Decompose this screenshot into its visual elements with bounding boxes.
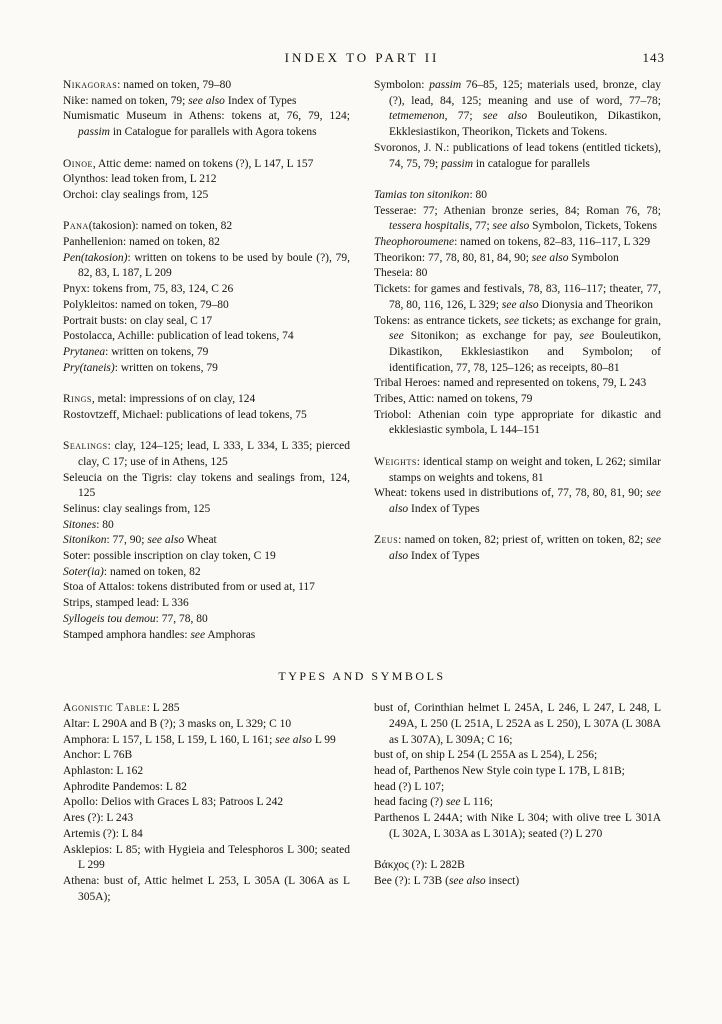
index-entry [374,266,661,282]
entry-text: Parthenos L 244A; with Nike L 304; with olive tree L 301A (L 302A, L 303A as L 301A); seated (?) L 270 [374,812,661,840]
index-group [63,219,350,376]
index-entry [63,78,350,94]
index-entry [63,219,350,235]
italic-text: see [504,314,520,327]
entry-text: : 77, 78, 80 [155,612,208,625]
entry-text: Tribal Heroes: named and represented on tokens, 79, L 243 [374,377,647,390]
index-group [374,188,661,439]
index-group [374,533,661,564]
entry-text: Bouleutikon, Dikastikon, Ekklesiastikon and Symbolon; of identification, 77, 78, 125–126; as receipts, 80–81 [389,330,661,374]
entry-text: Aphlaston: L 162 [63,765,144,778]
index-entry [63,392,350,408]
entry-text: Selinus: clay sealings from, 125 [63,502,211,515]
index-entry [63,408,350,424]
index-group [63,157,350,204]
entry-text: : named on token, 82; priest of, written on token, 82; [398,534,647,547]
entry-text: Rostovtzeff, Michael: publications of lead tokens, 75 [63,408,307,421]
italic-text: see also [531,251,569,264]
index-entry [374,314,661,377]
index-entry [63,471,350,502]
page-number: 143 [642,50,665,65]
entry-text: Seleucia on the Tigris: clay tokens and sealings from, 124, 125 [63,471,350,500]
index-entry [63,188,350,204]
headword: Rings [63,393,92,406]
headword: Weights [374,455,417,468]
italic-text: Prytanea [63,345,106,358]
index-entry [63,94,350,110]
entry-text: Βάκχος (?): L 282B [374,859,465,872]
index-column-left [63,78,350,643]
entry-text: Athena: bust of, Attic helmet L 253, L 305A (L 306A as L 305A); [63,874,350,903]
entry-text: : clay, 124–125; lead, L 333, L 334, L 335; pierced clay, C 17; use of in Athens, 125 [78,440,350,468]
italic-text: see also [275,733,312,746]
entry-text: : named on token, 79–80 [117,79,232,91]
index-entry [63,565,350,581]
index-entry [63,533,350,549]
index-group [63,392,350,423]
entry-text: Artemis (?): L 84 [63,827,143,840]
index-entry [374,376,661,392]
index-entry [374,858,661,874]
entry-text: bust of, Corinthian helmet L 245A, L 246, L 247, L 248, L 249A, L 250 (L 251A, L 252A as L 250), L 307A (L 308A as L 307A), L 309A; C 16; [374,702,661,746]
entry-text: : 80 [96,518,114,531]
italic-text: passim [429,79,462,91]
headword: Sealings [63,440,108,453]
italic-text: see [190,628,206,641]
italic-text: see also [482,110,528,123]
entry-text: : L 285 [146,702,180,715]
index-entry [63,251,350,282]
index-entry [63,329,350,345]
entry-text: Nike: named on token, 79; [63,94,189,107]
entry-text: Orchoi: clay sealings from, 125 [63,188,209,201]
index-column-right [374,78,661,643]
index-entry [63,235,350,251]
italic-text: Syllogeis tou demou [63,612,156,625]
index-entry [63,612,350,628]
entry-text: , 77; [469,220,493,233]
index-entry [63,701,350,717]
entry-text: Numismatic Museum in Athens: tokens at, 76, 79, 124; [63,110,350,123]
running-title: INDEX TO PART II [284,50,440,65]
index-entry [374,764,661,780]
entry-text: head facing (?) [374,796,446,809]
entry-text: Tokens: as entrance tickets, [374,314,505,327]
index-entry [374,795,661,811]
italic-text: see also [389,487,661,515]
entry-text: : written on tokens to be used by boule (?), 79, 82, 83, L 187, L 209 [78,251,350,280]
entry-text: Symbolon, Tickets, Tokens [529,220,657,233]
entry-text: : written on tokens, 79 [105,345,209,358]
entry-text: : identical stamp on weight and token, L 262; similar stamps on weights and tokens, 81 [389,455,661,484]
index-entry [63,549,350,565]
entry-text: Bee (?): L 73B ( [374,874,449,887]
entry-text: (takosion): named on token, 82 [88,220,233,233]
entry-text: Theorikon: 77, 78, 80, 81, 84, 90; [374,251,532,264]
index-group [63,701,350,905]
entry-text: : written on tokens, 79 [114,361,218,374]
entry-text: Stamped amphora handles: [63,628,191,641]
index-entry [374,748,661,764]
index-entry [374,204,661,235]
headword: Zeus [374,534,399,547]
entry-text: : named on tokens, 82–83, 116–117, L 329 [454,236,651,249]
italic-text: tessera hospitalis [389,220,470,233]
index-entry [63,580,350,596]
entry-text: Stoa of Attalos: tokens distributed from or used at, 117 [63,581,315,594]
italic-text: see [579,330,595,343]
entry-text: : named on token, 82 [103,565,201,578]
entry-text: insect) [485,874,520,887]
entry-text: Portrait busts: on clay seal, C 17 [63,314,213,327]
types-column-left [63,701,350,905]
entry-text: : 80 [469,188,488,201]
italic-text: Sitones [63,518,97,531]
index-entry [63,298,350,314]
index-entry [63,596,350,612]
entry-text: Triobol: Athenian coin type appropriate for dikastic and ekklesiastic symbola, L 144–151 [374,408,661,437]
index-entry [374,235,661,251]
entry-text: Wheat: tokens used in distributions of, 77, 78, 80, 81, 90; [374,487,647,500]
entry-text: Soter: possible inscription on clay token, C 19 [63,550,276,563]
types-symbols-columns [63,701,661,905]
index-group [63,439,350,643]
entry-text: Sitonikon; as exchange for pay, [403,330,580,343]
index-entry [374,282,661,313]
entry-text: Wheat [184,534,217,547]
index-entry [63,439,350,470]
index-entry [374,78,661,141]
entry-text: Apollo: Delios with Graces L 83; Patroos L 242 [63,796,284,809]
entry-text: in catalogue for parallels [473,157,590,170]
index-group [374,858,661,889]
italic-text: see also [389,534,661,563]
entry-text: L 99 [311,733,336,746]
headword: Oinoe [63,157,93,170]
index-entry [374,486,661,517]
index-entry [374,251,661,267]
index-entry [374,408,661,439]
entry-text: head of, Parthenos New Style coin type L 17B, L 81B; [374,765,625,778]
entry-text: Symbolon [568,251,619,264]
index-entry [63,733,350,749]
headword: Nikagoras [63,79,118,91]
italic-text: see [445,796,461,809]
italic-text: passim [441,157,474,170]
index-entry [374,455,661,486]
headword: Agonistic Table [63,702,147,715]
entry-text: Pnyx: tokens from, 75, 83, 124, C 26 [63,283,234,296]
italic-text: tetmemenon [389,110,445,123]
entry-text: Tickets: for games and festivals, 78, 83, 116–117; theater, 77, 78, 80, 116, 126, L 329; [374,283,661,311]
index-entry [63,172,350,188]
index-entry [63,109,350,140]
entry-text: , 77; [444,110,483,123]
italic-text: Theophoroumene [374,236,455,249]
italic-text: see [389,330,404,343]
index-entry [63,628,350,644]
index-entry [63,157,350,173]
entry-text: Anchor: L 76B [63,749,133,762]
index-entry [63,843,350,874]
entry-text: Tribes, Attic: named on tokens, 79 [374,393,533,406]
entry-text: Amphora: L 157, L 158, L 159, L 160, L 161; [63,733,276,746]
entry-text: Index of Types [408,502,480,515]
entry-text: Asklepios: L 85; with Hygieia and Telesphoros L 300; seated L 299 [63,843,350,872]
entry-text: Index of Types [224,94,297,107]
types-column-right [374,701,661,905]
index-entry [374,874,661,890]
entry-text: , Attic deme: named on tokens (?), L 147, L 157 [92,157,314,170]
index-group [374,455,661,518]
entry-text: Polykleitos: named on token, 79–80 [63,298,229,311]
entry-text: bust of, on ship L 254 (L 255A as L 254), L 256; [374,749,598,762]
entry-text: Olynthos: lead token from, L 212 [63,173,217,186]
index-entry [63,811,350,827]
entry-text: Symbolon: [374,79,430,91]
entry-text: L 116; [460,796,493,809]
index-part2-columns [63,78,661,643]
entry-text: Altar: L 290A and B (?); 3 masks on, L 329; C 10 [63,717,292,730]
italic-text: Pen(takosion) [63,251,128,264]
index-entry [63,780,350,796]
entry-text: , metal: impressions of on clay, 124 [91,393,256,406]
index-entry [63,795,350,811]
italic-text: passim [78,126,110,139]
index-entry [374,811,661,842]
index-entry [374,392,661,408]
entry-text: Strips, stamped lead: L 336 [63,597,189,610]
entry-text: tickets; as exchange for grain, [519,314,661,327]
entry-text: Panhellenion: named on token, 82 [63,236,220,248]
italic-text: see also [492,220,530,233]
entry-text: Dionysia and Theorikon [538,298,654,311]
index-entry [63,518,350,534]
index-entry [63,717,350,733]
entry-text: 76–85, 125; materials used, bronze, clay (?), lead, 84, 125; meaning and use of word, 77–78; [389,79,662,107]
entry-text: Aphrodite Pandemos: L 82 [63,780,187,793]
index-group [374,78,661,172]
index-entry [63,314,350,330]
index-entry [374,188,661,204]
index-group [374,701,661,842]
index-entry [63,874,350,905]
italic-text: see also [501,298,539,311]
index-entry [63,345,350,361]
italic-text: see also [188,94,225,107]
entry-text: Index of Types [408,550,480,563]
entry-text: in Catalogue for parallels with Agora tokens [109,126,317,139]
index-entry [63,764,350,780]
entry-text: : 77, 90; [106,534,148,547]
index-entry [374,780,661,796]
entry-text: Ares (?): L 243 [63,812,134,825]
entry-text: Tesserae: 77; Athenian bronze series, 84; Roman 76, 78; [374,204,661,217]
index-entry [63,361,350,377]
index-entry [63,748,350,764]
entry-text: Svoronos, J. N.: publications of lead tokens (entitled tickets), 74, 75, 79; [374,141,661,170]
index-entry [374,141,661,172]
index-entry [63,827,350,843]
italic-text: Pry(taneis) [63,361,115,374]
entry-text: Postolacca, Achille: publication of lead tokens, 74 [63,330,294,343]
entry-text: Bouleutikon, Dikastikon, Ekklesiastikon, Theorikon, Tickets and Tokens. [389,110,661,139]
italic-text: see also [448,874,486,887]
italic-text: see also [147,534,185,547]
section-title-types-and-symbols: TYPES AND SYMBOLS [278,669,446,684]
italic-text: Tamias ton sitonikon [374,188,470,201]
italic-text: Soter(ia) [63,565,104,578]
index-entry [63,282,350,298]
italic-text: Sitonikon [63,534,107,547]
entry-text: Theseia: 80 [374,267,428,280]
entry-text: head (?) L 107; [374,780,445,793]
index-entry [63,502,350,518]
headword: Pana [63,220,89,233]
page-header [63,50,665,67]
index-group [63,78,350,141]
index-entry [374,533,661,564]
index-entry [374,701,661,748]
entry-text: Amphoras [205,628,256,641]
